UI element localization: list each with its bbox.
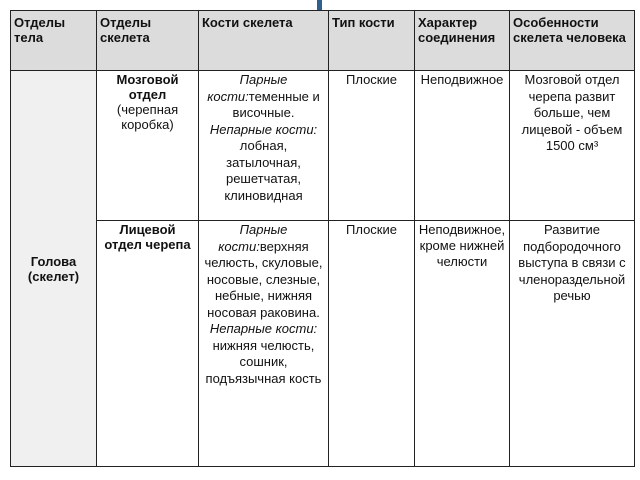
bones-cell: [199, 221, 329, 467]
unpaired-bones-text: нижняя челюсть, сошник, подъязычная кость: [205, 337, 322, 386]
table-header-row: [11, 11, 635, 71]
body-part-cell: Голова (скелет): [11, 71, 97, 467]
header-human-features: Особенности скелета человека: [510, 11, 635, 71]
section-title: Лицевой отдел черепа: [104, 222, 191, 252]
section-cell: [97, 71, 199, 221]
paired-bones-label: Парные кости:: [207, 72, 288, 104]
paired-bones-text: теменные и височные.: [232, 88, 320, 120]
table-row: [11, 71, 635, 221]
section-note: (черепная коробка): [116, 102, 179, 132]
header-skeleton-sections: Отделы скелета: [97, 11, 199, 71]
paired-bones-label: Парные кости:: [218, 222, 288, 254]
connection-cell: Неподвижное, кроме нижней челюсти: [415, 221, 510, 467]
table-row: [11, 221, 635, 467]
bone-type-cell: Плоские: [329, 221, 415, 467]
bone-type-cell: Плоские: [329, 71, 415, 221]
section-title: Мозговой отдел: [116, 72, 179, 102]
unpaired-bones-label: Непарные кости:: [209, 321, 318, 336]
connection-cell: Неподвижное: [415, 71, 510, 221]
header-body-parts: Отделы тела: [11, 11, 97, 71]
bones-cell: [199, 71, 329, 221]
feature-cell: Мозговой отдел черепа развит больше, чем лицевой - объем 1500 см³: [510, 71, 635, 221]
unpaired-bones-label: Непарные кости:: [209, 121, 318, 137]
section-cell: [97, 221, 199, 467]
skeleton-table: [10, 10, 635, 467]
feature-cell: Развитие подбородочного выступа в связи с членораздельной речью: [510, 221, 635, 467]
header-connection-type: Характер соединения: [415, 11, 510, 71]
top-accent-bar: [317, 0, 322, 10]
unpaired-bones-text: лобная, затылочная, решетчатая, клиновидная: [224, 138, 303, 203]
header-skeleton-bones: Кости скелета: [199, 11, 329, 71]
header-bone-type: Тип кости: [329, 11, 415, 71]
paired-bones-text: верхняя челюсть, скуловые, носовые, слезные, небные, нижняя носовая раковина.: [204, 238, 323, 320]
